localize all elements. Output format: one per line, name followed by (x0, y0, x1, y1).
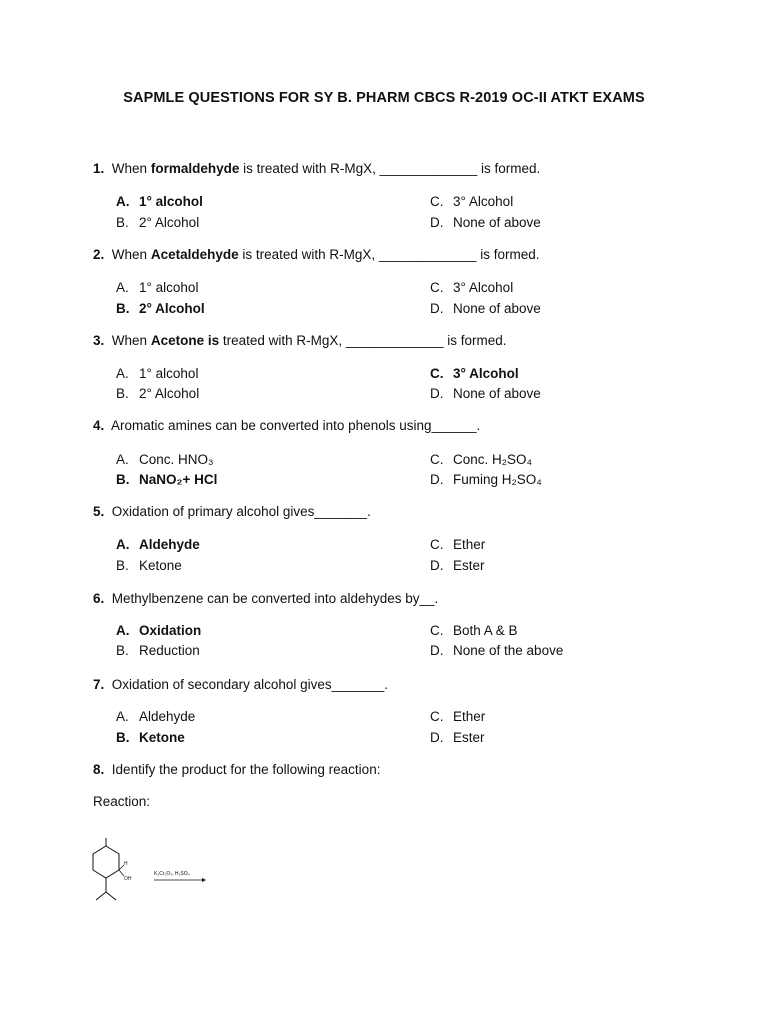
question-text: Oxidation of secondary alcohol gives_______. (111, 677, 388, 692)
question-7 (93, 677, 713, 692)
option-b: B. Ketone (116, 730, 185, 745)
option-c: C. Both A & B (430, 623, 518, 638)
reagent-label: K₂Cr₂O₇, H₂SO₄ (154, 871, 190, 877)
option-d: D. None of the above (430, 643, 564, 658)
option-b: B. Ketone (116, 558, 182, 573)
option-a: A. 1° alcohol (116, 194, 203, 209)
option-a: A. Aldehyde (116, 537, 200, 552)
isopropyl-branch-right (106, 892, 116, 900)
question-number: 7. (93, 677, 105, 692)
question-number: 8. (93, 762, 105, 777)
question-text: Oxidation of primary alcohol gives_______. (111, 504, 371, 519)
page-title: SAPMLE QUESTIONS FOR SY B. PHARM CBCS R-2019 OC-II ATKT EXAMS (123, 90, 645, 106)
question-text: When Acetaldehyde is treated with R-MgX, _____________ is formed. (111, 247, 540, 262)
question-number: 3. (93, 333, 105, 348)
option-a: A. 1° alcohol (116, 366, 199, 381)
h-label: H (124, 861, 128, 867)
option-d: D. None of above (430, 386, 541, 401)
isopropyl-branch-left (96, 892, 106, 900)
option-c: C. Conc. H₂SO₄ (430, 452, 533, 467)
question-8 (93, 762, 713, 777)
option-b: B. NaNO₂+ HCl (116, 472, 218, 487)
option-a: A. 1° alcohol (116, 280, 199, 295)
question-number: 5. (93, 504, 105, 519)
question-number: 2. (93, 247, 105, 262)
option-c: C. 3° Alcohol (430, 280, 514, 295)
question-1 (93, 161, 713, 176)
option-c: C. 3° Alcohol (430, 366, 519, 381)
question-3 (93, 333, 713, 348)
option-d: D. None of above (430, 215, 541, 230)
question-6 (93, 591, 713, 606)
question-text: Identify the product for the following reaction: (111, 762, 381, 777)
arrowhead (202, 878, 206, 882)
question-number: 4. (93, 418, 105, 433)
option-d: D. Ester (430, 730, 485, 745)
option-a: A. Aldehyde (116, 709, 196, 724)
option-a: A. Conc. HNO₃ (116, 452, 214, 467)
question-4 (93, 418, 713, 433)
question-text: Methylbenzene can be converted into aldehydes by__. (111, 591, 439, 606)
option-b: B. 2° Alcohol (116, 386, 200, 401)
option-b: B. 2° Alcohol (116, 301, 205, 316)
oh-label: OH (124, 876, 132, 882)
question-2 (93, 247, 713, 262)
question-text: When formaldehyde is treated with R-MgX, _____________ is formed. (111, 161, 541, 176)
reaction-structure-diagram (84, 838, 224, 918)
question-5 (93, 504, 713, 519)
option-d: D. Ester (430, 558, 485, 573)
option-b: B. 2° Alcohol (116, 215, 200, 230)
option-d: D. Fuming H₂SO₄ (430, 472, 542, 487)
option-d: D. None of above (430, 301, 541, 316)
question-number: 1. (93, 161, 105, 176)
question-text: When Acetone is treated with R-MgX, _____________ is formed. (111, 333, 507, 348)
option-c: C. Ether (430, 709, 486, 724)
cyclohexane-ring (93, 846, 119, 878)
reaction-label: Reaction: (93, 794, 151, 809)
question-number: 6. (93, 591, 105, 606)
question-text: Aromatic amines can be converted into phenols using______. (111, 418, 481, 433)
option-c: C. Ether (430, 537, 486, 552)
option-c: C. 3° Alcohol (430, 194, 514, 209)
option-b: B. Reduction (116, 643, 200, 658)
option-a: A. Oxidation (116, 623, 202, 638)
